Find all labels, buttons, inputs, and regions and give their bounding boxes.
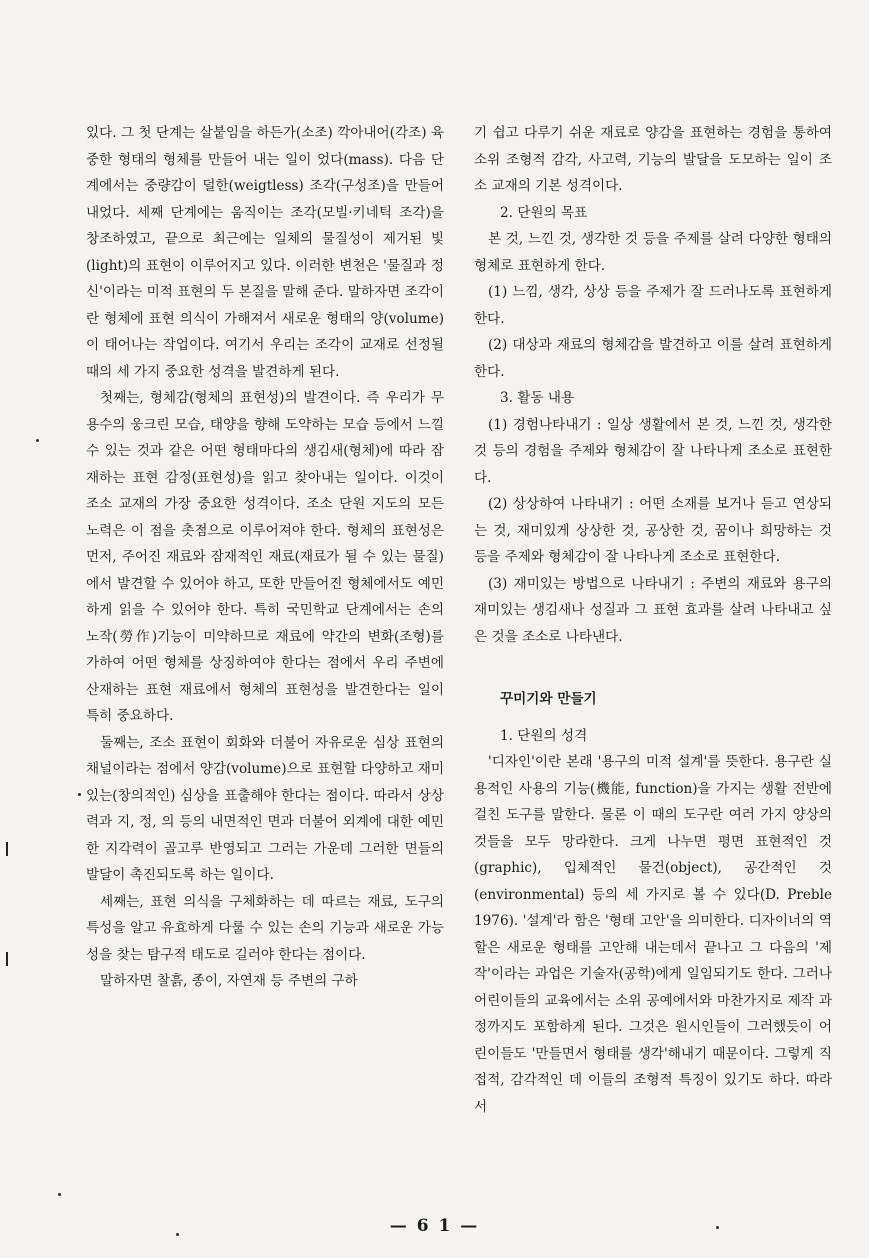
- page-number: — 6 1 —: [389, 1216, 480, 1236]
- paragraph-goals-intro: 본 것, 느낀 것, 생각한 것 등을 주제를 살려 다양한 형태의 형체로 표현하게 한다.: [474, 231, 832, 274]
- activity-item-1: (1) 경험나타내기 : 일상 생활에서 본 것, 느낀 것, 생각한 것 등의 경험을 주제와 형체감이 잘 나타나게 조소로 표현한다.: [474, 416, 832, 486]
- paragraph-design-definition: '디자인'이란 본래 '용구의 미적 설계'를 뜻한다. 용구란 실용적인 사용의 기능(機能, function)을 가지는 생활 전반에 걸친 도구를 말한다. 물론 이 때의 도구란 여러 가지 양상의 것들을 모두 망라한다. 크게 나누면 평면 표현적인 것(graphic), 입체적인 물건(object), 공간적인 것(environmental) 등의 세 가지로 볼 수 있다(D. Preble 1976). '설계'라 함은 '형태 고안'을 의미한다. 디자이너의 역할은 새로운 형태를 고안해 내는데서 끝나고 그 다음의 '제작'이라는 과업은 기술자(공학)에게 일임되기도 한다. 그러나 어린이들의 교육에서는 소위 공예에서와 마찬가지로 제작 과정까지도 포함하게 된다. 그것은 원시인들이 그러했듯이 어린이들도 '만들면서 형태를 생각'해내기 때문이다. 그렇게 직접적, 감각적인 데 이들의 조형적 특징이 있기도 하다. 따라서: [474, 754, 832, 1115]
- activity-item-2: (2) 상상하여 나타내기 : 어떤 소재를 보거나 듣고 연상되는 것, 재미있게 상상한 것, 공상한 것, 꿈이나 희망하는 것 등을 주제와 형체감이 잘 나타나게 조소로 표현한다.: [474, 496, 832, 565]
- paragraph-continuation: 기 쉽고 다루기 쉬운 재료로 양감을 표현하는 경험을 통하여 소위 조형적 감각, 사고력, 기능의 발달을 도모하는 일이 조소 교재의 기본 성격이다.: [474, 125, 832, 194]
- scan-speck: [716, 1226, 719, 1229]
- goal-item-2: (2) 대상과 재료의 형체감을 발견하고 이를 살려 표현하게 한다.: [474, 337, 832, 380]
- chapter-heading-design: 꾸미기와 만들기: [500, 691, 597, 707]
- paragraph-first-trait: 첫째는, 형체감(형체의 표현성)의 발견이다. 즉 우리가 무용수의 웅크린 모습, 태양을 향해 도약하는 모습 등에서 느낄 수 있는 것과 같은 어떤 형태마다의 생김새(형체)에 따라 잠재하는 표현 감정(표현성)을 읽고 찾아내는 일이다. 이것이 조소 교재의 가장 중요한 성격이다. 조소 단원 지도의 모든 노력은 이 점을 촛점으로 이루어져야 한다. 형체의 표현성은 먼저, 주어진 재료와 잠재적인 재료(재료가 될 수 있는 물질)에서 발견할 수 있어야 하고, 또한 만들어진 형체에서도 예민하게 읽을 수 있어야 한다. 특히 국민학교 단계에서는 손의 노작(勞作)기능이 미약하므로 재료에 약간의 변화(조형)를 가하여 어떤 형체를 상징하여야 한다는 점에서 우리 주변에 산재하는 표현 재료에서 형체의 표현성을 발견한다는 일이 특히 중요하다.: [86, 390, 444, 724]
- section-heading-goals: 2. 단원의 목표: [500, 204, 588, 221]
- section-heading-nature: 1. 단원의 성격: [500, 727, 588, 744]
- scan-speck: [36, 439, 39, 442]
- right-column: [474, 120, 832, 1120]
- paragraph-third-trait: 세째는, 표현 의식을 구체화하는 데 따르는 재료, 도구의 특성을 알고 유효하게 다룰 수 있는 손의 기능과 새로운 가능성을 찾는 탐구적 태도로 길러야 한다는 점이다.: [86, 893, 444, 963]
- paragraph-sculpture-history: 있다. 그 첫 단계는 살붙임을 하든가(소조) 깍아내어(각조) 육중한 형태의 형체를 만들어 내는 일이 었다(mass). 다음 단계에서는 중량감이 덜한(weigtless) 조각(구성조)을 만들어 내었다. 세째 단계에는 움직이는 조각(모빌·키네틱 조각)을 창조하였고, 끝으로 최근에는 일체의 물질성이 제거된 빛(light)의 표현이 이루어지고 있다. 이러한 변천은 '물질과 정신'이라는 미적 표현의 두 본질을 말해 준다. 말하자면 조각이란 형체에 표현 의식이 가해져서 새로운 형태의 양(volume)이 태어나는 작업이다. 여기서 우리는 조각이 교재로 선정될 때의 세 가지 중요한 성격을 발견하게 된다.: [86, 125, 444, 380]
- section-heading-activities: 3. 활동 내용: [500, 390, 575, 406]
- scan-edge-mark: [6, 842, 8, 856]
- scan-speck: [58, 1193, 61, 1196]
- paragraph-summary: 말하자면 찰흙, 종이, 자연재 등 주변의 구하: [100, 973, 358, 989]
- left-column: [86, 120, 444, 995]
- paragraph-second-trait: 둘째는, 조소 표현이 회화와 더불어 자유로운 심상 표현의 채널이라는 점에서 양감(volume)으로 표현할 다양하고 재미있는(창의적인) 심상을 표출해야 한다는 점이다. 따라서 상상력과 지, 정, 의 등의 내면적인 면과 더불어 외계에 대한 예민한 지각력이 골고루 반영되고 그러는 가운데 그러한 면들의 발달이 촉진되도록 하는 일이다.: [86, 734, 444, 883]
- scan-speck: [78, 793, 81, 796]
- activity-item-3: (3) 재미있는 방법으로 나타내기 : 주변의 재료와 용구의 재미있는 생김새나 성질과 그 표현 효과를 살려 나타내고 싶은 것을 조소로 나타낸다.: [474, 575, 832, 645]
- scan-edge-mark: [6, 952, 8, 966]
- goal-item-1: (1) 느낌, 생각, 상상 등을 주제가 잘 드러나도록 표현하게 한다.: [474, 284, 832, 327]
- scan-speck: [176, 1233, 179, 1236]
